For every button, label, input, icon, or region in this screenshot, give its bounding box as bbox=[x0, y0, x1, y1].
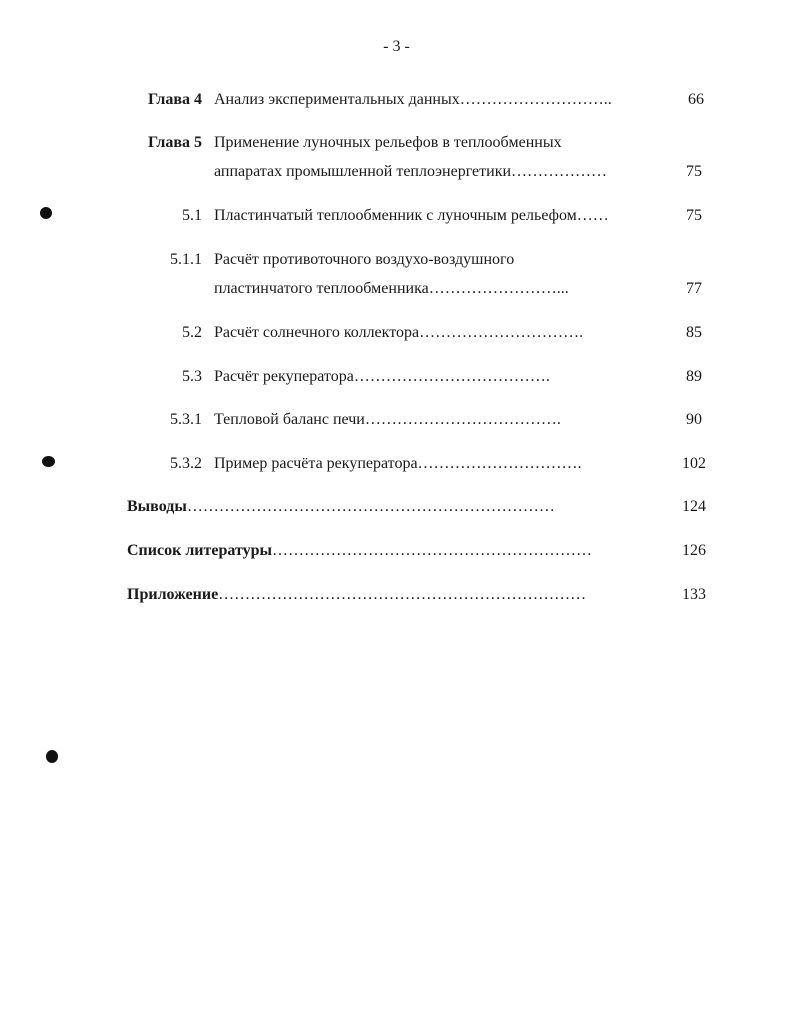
toc-title-line1: Расчёт противоточного воздухо-воздушного bbox=[214, 251, 515, 268]
toc-title-line2: пластинчатого теплообменника……………………... bbox=[214, 280, 569, 297]
toc-title: Выводы…………………………………………………………… bbox=[127, 498, 555, 515]
toc-label: Глава 5 bbox=[148, 134, 202, 151]
toc-title-line2: аппаратах промышленной теплоэнергетики……………… bbox=[214, 163, 608, 180]
toc-title: Список литературы…………………………………………………… bbox=[127, 542, 592, 559]
toc-page: 126 bbox=[682, 542, 706, 559]
toc-title: Приложение…………………………………………………………… bbox=[127, 586, 587, 603]
toc-label: Глава 4 bbox=[148, 91, 202, 108]
scan-blot bbox=[42, 456, 55, 467]
toc-label: 5.3.2 bbox=[170, 455, 202, 472]
toc-title: Анализ экспериментальных данных……………………….. bbox=[214, 91, 612, 108]
toc-page: 75 bbox=[686, 207, 702, 224]
toc-page: 85 bbox=[686, 324, 702, 341]
toc-page: 75 bbox=[686, 163, 702, 180]
toc-title: Тепловой баланс печи………………………………. bbox=[214, 411, 561, 428]
toc-title: Расчёт рекуператора………………………………. bbox=[214, 368, 550, 385]
toc-title: Пластинчатый теплообменник с луночным рельефом…… bbox=[214, 207, 609, 224]
toc-page: 124 bbox=[682, 498, 706, 515]
toc-page: 77 bbox=[686, 280, 702, 297]
toc-title-line1: Применение луночных рельефов в теплообменных bbox=[214, 134, 562, 151]
toc-title: Расчёт солнечного коллектора…………………………. bbox=[214, 324, 584, 341]
scan-blot bbox=[40, 207, 52, 219]
scan-blot bbox=[46, 750, 58, 763]
toc-title: Пример расчёта рекуператора…………………………. bbox=[214, 455, 582, 472]
toc-label: 5.1 bbox=[182, 207, 202, 224]
toc-label: 5.3.1 bbox=[170, 411, 202, 428]
toc-page: 133 bbox=[682, 586, 706, 603]
toc-page: 102 bbox=[682, 455, 706, 472]
page-number: - 3 - bbox=[383, 38, 410, 55]
toc-label: 5.2 bbox=[182, 324, 202, 341]
toc-label: 5.3 bbox=[182, 368, 202, 385]
toc-page: 66 bbox=[688, 91, 704, 108]
toc-page: 89 bbox=[686, 368, 702, 385]
toc-page: 90 bbox=[686, 411, 702, 428]
toc-label: 5.1.1 bbox=[170, 251, 202, 268]
